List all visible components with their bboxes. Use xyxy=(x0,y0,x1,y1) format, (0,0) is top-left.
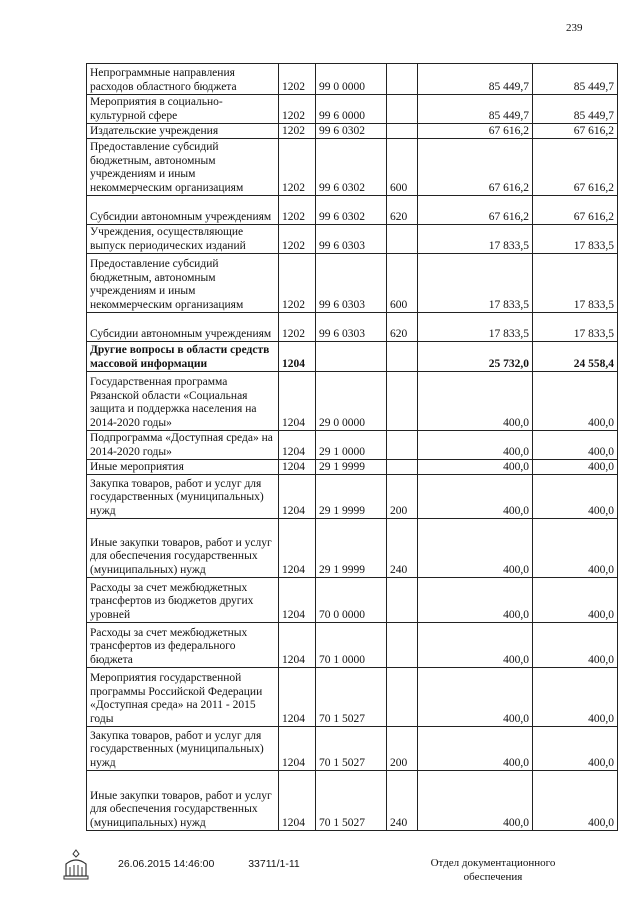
row-value-2: 400,0 xyxy=(533,431,618,460)
seal-emblem-icon xyxy=(62,848,90,880)
table-row xyxy=(87,139,618,196)
row-exp xyxy=(387,342,418,372)
row-section: 1204 xyxy=(279,372,316,431)
row-target xyxy=(316,342,387,372)
row-name: Иные закупки товаров, работ и услуг для обеспечения государственных (муниципальных) нужд xyxy=(87,519,279,578)
row-section: 1204 xyxy=(279,578,316,623)
department-line-1: Отдел документационного xyxy=(430,857,556,869)
row-name: Закупка товаров, работ и услуг для государственных (муниципальных) нужд xyxy=(87,727,279,771)
row-value-1: 400,0 xyxy=(418,519,533,578)
row-section: 1204 xyxy=(279,727,316,771)
budget-table-body xyxy=(87,64,618,831)
row-value-1: 400,0 xyxy=(418,623,533,668)
row-exp: 240 xyxy=(387,519,418,578)
row-section: 1202 xyxy=(279,124,316,139)
row-value-2: 400,0 xyxy=(533,578,618,623)
row-name: Издательские учреждения xyxy=(87,124,279,139)
row-target: 70 1 5027 xyxy=(316,668,387,727)
row-value-1: 400,0 xyxy=(418,578,533,623)
row-value-1: 400,0 xyxy=(418,771,533,831)
row-exp xyxy=(387,668,418,727)
row-value-1: 85 449,7 xyxy=(418,64,533,95)
row-target: 99 6 0303 xyxy=(316,254,387,313)
row-value-1: 400,0 xyxy=(418,475,533,519)
table-row xyxy=(87,668,618,727)
table-row xyxy=(87,727,618,771)
row-value-2: 400,0 xyxy=(533,460,618,475)
table-row xyxy=(87,431,618,460)
row-exp: 200 xyxy=(387,475,418,519)
table-row xyxy=(87,519,618,578)
row-section: 1202 xyxy=(279,95,316,124)
row-value-2: 400,0 xyxy=(533,475,618,519)
row-name: Расходы за счет межбюджетных трансфертов из бюджетов других уровней xyxy=(87,578,279,623)
row-value-1: 67 616,2 xyxy=(418,124,533,139)
row-value-1: 67 616,2 xyxy=(418,196,533,225)
row-value-2: 17 833,5 xyxy=(533,254,618,313)
row-name: Закупка товаров, работ и услуг для государственных (муниципальных) нужд xyxy=(87,475,279,519)
row-name: Подпрограмма «Доступная среда» на 2014-2020 годы» xyxy=(87,431,279,460)
row-value-2: 400,0 xyxy=(533,727,618,771)
table-row xyxy=(87,771,618,831)
table-row xyxy=(87,460,618,475)
row-section: 1204 xyxy=(279,475,316,519)
row-exp xyxy=(387,578,418,623)
row-section: 1204 xyxy=(279,771,316,831)
row-name: Субсидии автономным учреждениям xyxy=(87,313,279,342)
row-name: Субсидии автономным учреждениям xyxy=(87,196,279,225)
row-target: 29 1 0000 xyxy=(316,431,387,460)
row-section: 1204 xyxy=(279,460,316,475)
footer-doc-number: 33711/1-11 xyxy=(248,858,300,870)
table-row xyxy=(87,372,618,431)
row-value-1: 67 616,2 xyxy=(418,139,533,196)
page-number: 239 xyxy=(566,22,583,34)
row-target: 29 1 9999 xyxy=(316,460,387,475)
row-section: 1204 xyxy=(279,519,316,578)
footer-department xyxy=(408,856,578,884)
row-section: 1204 xyxy=(279,623,316,668)
row-exp xyxy=(387,225,418,254)
row-value-1: 400,0 xyxy=(418,431,533,460)
row-value-1: 17 833,5 xyxy=(418,313,533,342)
row-section: 1202 xyxy=(279,225,316,254)
row-target: 99 6 0302 xyxy=(316,124,387,139)
table-row xyxy=(87,313,618,342)
row-value-2: 85 449,7 xyxy=(533,64,618,95)
row-target: 99 6 0303 xyxy=(316,225,387,254)
row-exp xyxy=(387,623,418,668)
row-value-1: 17 833,5 xyxy=(418,225,533,254)
footer-stamp xyxy=(118,858,300,870)
table-row xyxy=(87,64,618,95)
row-target: 99 6 0000 xyxy=(316,95,387,124)
row-exp: 600 xyxy=(387,139,418,196)
row-target: 99 6 0302 xyxy=(316,139,387,196)
table-row xyxy=(87,124,618,139)
row-section: 1204 xyxy=(279,342,316,372)
row-value-2: 17 833,5 xyxy=(533,313,618,342)
row-value-2: 400,0 xyxy=(533,668,618,727)
row-section: 1204 xyxy=(279,431,316,460)
table-row xyxy=(87,225,618,254)
row-target: 99 6 0303 xyxy=(316,313,387,342)
row-section: 1204 xyxy=(279,668,316,727)
row-target: 70 1 5027 xyxy=(316,771,387,831)
table-row xyxy=(87,475,618,519)
row-name: Мероприятия в социально-культурной сфере xyxy=(87,95,279,124)
row-exp xyxy=(387,124,418,139)
row-name: Мероприятия государственной программы Российской Федерации «Доступная среда» на 2011 - 2015 годы xyxy=(87,668,279,727)
row-exp xyxy=(387,372,418,431)
row-name: Государственная программа Рязанской области «Социальная защита и поддержка населения на 2014-2020 годы» xyxy=(87,372,279,431)
row-name: Учреждения, осуществляющие выпуск периодических изданий xyxy=(87,225,279,254)
row-value-2: 400,0 xyxy=(533,623,618,668)
table-row xyxy=(87,254,618,313)
row-name: Расходы за счет межбюджетных трансфертов из федерального бюджета xyxy=(87,623,279,668)
row-target: 70 0 0000 xyxy=(316,578,387,623)
row-target: 99 0 0000 xyxy=(316,64,387,95)
row-value-2: 67 616,2 xyxy=(533,139,618,196)
row-exp: 240 xyxy=(387,771,418,831)
row-value-1: 17 833,5 xyxy=(418,254,533,313)
row-name: Иные закупки товаров, работ и услуг для обеспечения государственных (муниципальных) нужд xyxy=(87,771,279,831)
row-section: 1202 xyxy=(279,313,316,342)
table-row xyxy=(87,623,618,668)
row-value-2: 24 558,4 xyxy=(533,342,618,372)
row-exp xyxy=(387,95,418,124)
row-name: Предоставление субсидий бюджетным, автономным учреждениям и иным некоммерческим организациям xyxy=(87,254,279,313)
row-target: 29 0 0000 xyxy=(316,372,387,431)
table-row xyxy=(87,95,618,124)
department-line-2: обеспечения xyxy=(463,871,523,883)
row-value-1: 400,0 xyxy=(418,460,533,475)
table-row xyxy=(87,342,618,372)
row-exp xyxy=(387,64,418,95)
row-value-1: 400,0 xyxy=(418,668,533,727)
row-target: 99 6 0302 xyxy=(316,196,387,225)
row-value-2: 400,0 xyxy=(533,519,618,578)
row-value-1: 25 732,0 xyxy=(418,342,533,372)
row-target: 29 1 9999 xyxy=(316,519,387,578)
row-value-2: 67 616,2 xyxy=(533,124,618,139)
row-exp xyxy=(387,431,418,460)
row-value-1: 400,0 xyxy=(418,372,533,431)
row-target: 70 1 0000 xyxy=(316,623,387,668)
row-exp xyxy=(387,460,418,475)
row-exp: 620 xyxy=(387,313,418,342)
row-name: Предоставление субсидий бюджетным, автономным учреждениям и иным некоммерческим организациям xyxy=(87,139,279,196)
row-value-2: 67 616,2 xyxy=(533,196,618,225)
row-exp: 600 xyxy=(387,254,418,313)
row-value-2: 17 833,5 xyxy=(533,225,618,254)
table-row xyxy=(87,196,618,225)
budget-table xyxy=(86,63,618,831)
row-section: 1202 xyxy=(279,64,316,95)
row-name: Непрограммные направления расходов областного бюджета xyxy=(87,64,279,95)
row-value-2: 400,0 xyxy=(533,771,618,831)
row-target: 70 1 5027 xyxy=(316,727,387,771)
row-name: Иные мероприятия xyxy=(87,460,279,475)
row-value-1: 400,0 xyxy=(418,727,533,771)
row-value-2: 400,0 xyxy=(533,372,618,431)
row-value-2: 85 449,7 xyxy=(533,95,618,124)
footer-timestamp: 26.06.2015 14:46:00 xyxy=(118,858,215,870)
row-exp: 200 xyxy=(387,727,418,771)
table-row xyxy=(87,578,618,623)
row-section: 1202 xyxy=(279,254,316,313)
row-target: 29 1 9999 xyxy=(316,475,387,519)
row-section: 1202 xyxy=(279,196,316,225)
row-name: Другие вопросы в области средств массовой информации xyxy=(87,342,279,372)
row-exp: 620 xyxy=(387,196,418,225)
row-section: 1202 xyxy=(279,139,316,196)
row-value-1: 85 449,7 xyxy=(418,95,533,124)
